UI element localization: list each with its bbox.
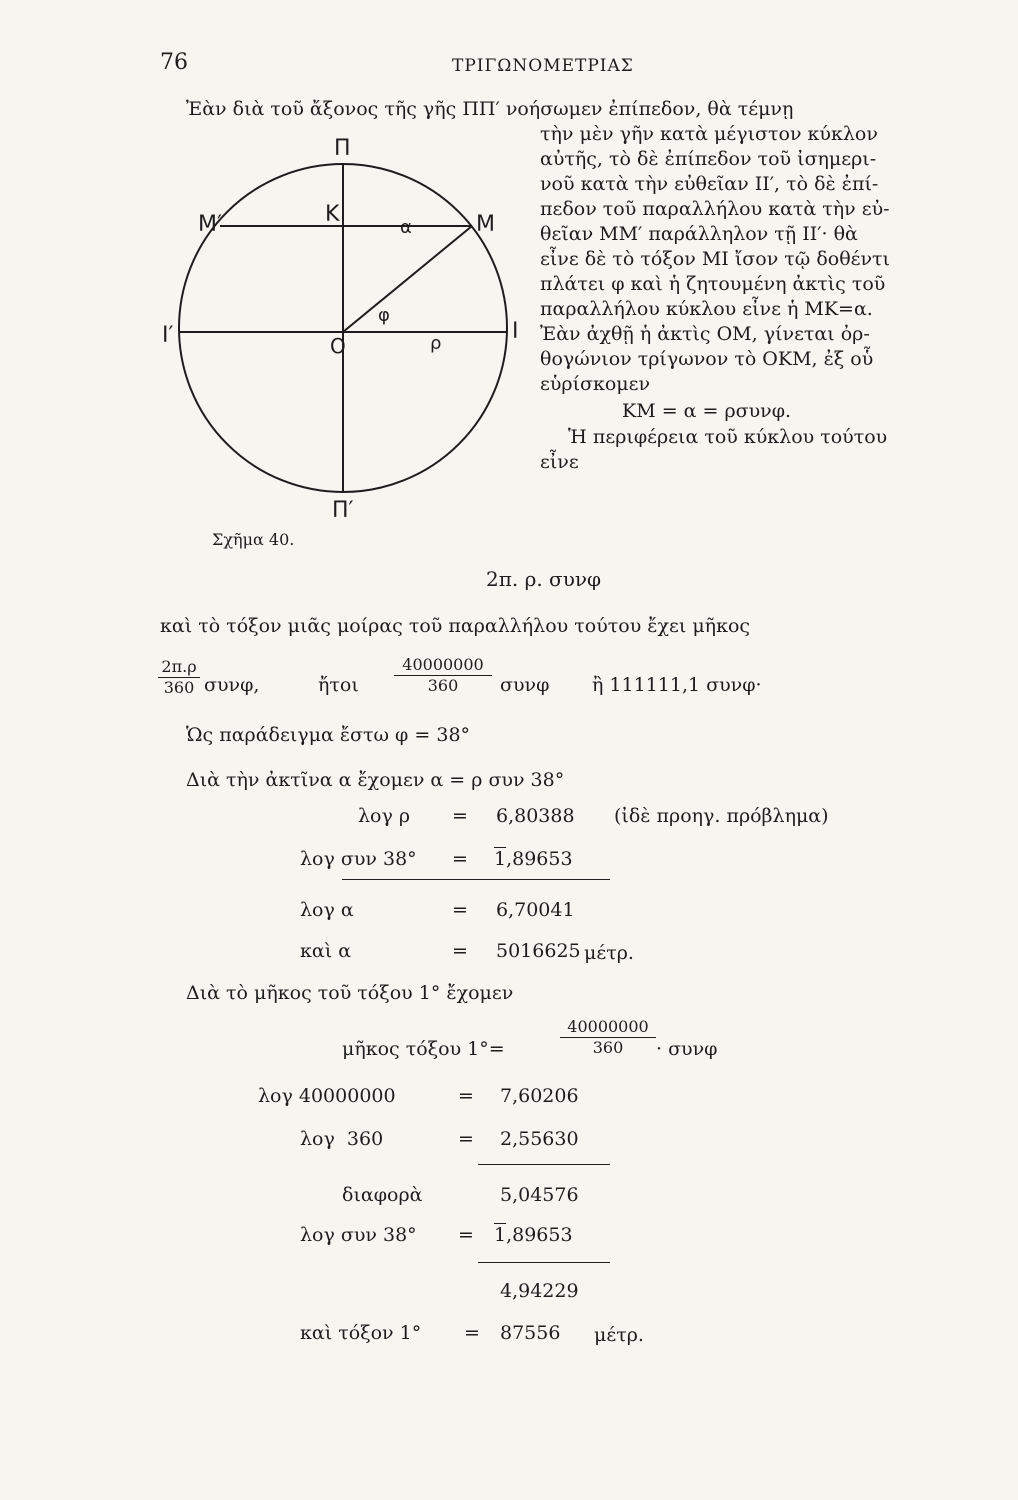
arc-intro: Διὰ τὸ μῆκος τοῦ τόξου 1° ἔχομεν xyxy=(186,982,514,1004)
fraction2-result: ἢ 111111,1 συνφ· xyxy=(592,674,762,696)
intro-line-10: Ἐὰν ἀχθῇ ἡ ἀκτὶς ΟΜ, γίνεται ὀρ- xyxy=(540,323,870,345)
calc1-label: λογ συν 38° xyxy=(300,848,417,870)
calc1-value xyxy=(494,846,573,872)
radius-om xyxy=(343,226,472,332)
label-m-prime: Μ′ xyxy=(198,212,222,237)
calc2-eq: = xyxy=(458,1128,474,1150)
fraction-denominator: 360 xyxy=(163,678,195,697)
running-title: ΤΡΙΓΩΝΟΜΕΤΡΙΑΣ xyxy=(452,56,634,76)
arc-sentence: καὶ τὸ τόξον μιᾶς μοίρας τοῦ παραλλήλου τούτου ἔχει μῆκος xyxy=(160,615,751,637)
calc2-value xyxy=(494,1222,573,1248)
intro-line-3: αὐτῆς, τὸ δὲ ἐπίπεδον τοῦ ἰσημερι- xyxy=(540,148,877,170)
calc2-label: λογ συν 38° xyxy=(300,1224,417,1246)
calc1-value: 6,80388 xyxy=(496,805,575,827)
intro-line-11: θογώνιον τρίγωνον τὸ ΟΚΜ, ἐξ οὗ xyxy=(540,348,874,370)
label-o: Ο xyxy=(330,334,346,358)
arc-formula-suffix: · συνφ xyxy=(656,1038,718,1060)
calc1-unit: μέτρ. xyxy=(584,942,634,964)
calc1-label: καὶ α xyxy=(300,940,352,962)
arc-formula-left: μῆκος τόξου 1°= xyxy=(342,1038,505,1060)
fraction-denominator: 360 xyxy=(592,1038,624,1057)
intro-line-2: τὴν μὲν γῆν κατὰ μέγιστον κύκλον xyxy=(540,123,878,145)
circumference-line-1: Ἡ περιφέρεια τοῦ κύκλου τούτου xyxy=(568,426,888,448)
page-number: 76 xyxy=(160,50,188,75)
sum-rule xyxy=(342,879,610,880)
fraction-2pi-rho xyxy=(158,658,200,697)
calc1-value: 6,70041 xyxy=(496,899,575,921)
radius-line: Διὰ τὴν ἀκτῖνα α ἔχομεν α = ρ συν 38° xyxy=(186,769,565,791)
calc2-label: λογ 40000000 xyxy=(258,1085,396,1107)
calc2-value: 2,55630 xyxy=(500,1128,579,1150)
label-p: Π xyxy=(334,136,351,161)
calc2-label: λογ 360 xyxy=(300,1128,384,1150)
fraction2-suffix: συνφ xyxy=(500,674,550,696)
circumference-line-2: εἶνε xyxy=(540,451,579,473)
intro-line-6: θεῖαν ΜΜ′ παράλληλον τῇ ΙΙ′· θὰ xyxy=(540,223,858,245)
calc1-label: λογ ρ xyxy=(358,805,411,827)
calc2-value: 4,94229 xyxy=(500,1280,579,1302)
label-i-prime: Ι′ xyxy=(162,323,174,348)
calc2-eq: = xyxy=(458,1085,474,1107)
fraction-40000000 xyxy=(394,656,492,695)
label-i: Ι xyxy=(512,319,519,344)
label-p-prime: Π′ xyxy=(332,498,354,523)
bar-characteristic: 1 xyxy=(494,848,507,870)
calc2-value: 7,60206 xyxy=(500,1085,579,1107)
fraction-denominator: 360 xyxy=(427,676,459,695)
fraction-numerator: 40000000 xyxy=(567,1017,649,1036)
calc1-eq: = xyxy=(452,848,468,870)
intro-line-1: Ἐὰν διὰ τοῦ ἄξονος τῆς γῆς ΠΠ′ νοήσωμεν ἐπίπεδον, θὰ τέμνῃ xyxy=(186,98,794,120)
label-k: Κ xyxy=(325,202,340,227)
calc1-value: 5016625 xyxy=(496,940,581,962)
circumference-formula: 2π. ρ. συνφ xyxy=(486,567,602,591)
mantissa: ,89653 xyxy=(506,848,573,870)
etoi-word: ἤτοι xyxy=(318,674,359,696)
bar-characteristic: 1 xyxy=(494,1224,507,1246)
intro-line-12: εὑρίσκομεν xyxy=(540,373,651,395)
calc2-value: 87556 xyxy=(500,1322,561,1344)
fraction-arc xyxy=(560,1018,656,1057)
calc1-eq: = xyxy=(452,940,468,962)
calc2-unit: μέτρ. xyxy=(594,1324,644,1346)
fraction1-suffix: συνφ, xyxy=(204,674,260,696)
calc1-eq: = xyxy=(452,805,468,827)
fraction-numerator: 2π.ρ xyxy=(161,657,197,676)
label-alpha: α xyxy=(400,217,412,238)
formula-km: ΚΜ = α = ρσυνφ. xyxy=(622,400,792,422)
intro-line-7: εἶνε δὲ τὸ τόξον ΜΙ ἴσον τῷ δοθέντι xyxy=(540,248,890,270)
figure-40 xyxy=(160,125,540,545)
calc1-eq: = xyxy=(452,899,468,921)
calc2-label: καὶ τόξον 1° xyxy=(300,1322,422,1344)
mantissa: ,89653 xyxy=(506,1224,573,1246)
intro-line-5: πεδον τοῦ παραλλήλου κατὰ τὴν εὐ- xyxy=(540,198,890,220)
label-phi: φ xyxy=(378,305,390,326)
intro-line-4: νοῦ κατὰ τὴν εὐθεῖαν ΙΙ′, τὸ δὲ ἐπί- xyxy=(540,173,879,195)
intro-line-8: πλάτει φ καὶ ἡ ζητουμένη ἀκτὶς τοῦ xyxy=(540,273,886,295)
calc2-label: διαφορὰ xyxy=(342,1184,423,1206)
calc2-eq: = xyxy=(464,1322,480,1344)
calc1-note: (ἰδὲ προηγ. πρόβλημα) xyxy=(614,805,829,827)
label-m: Μ xyxy=(476,212,495,237)
calc2-eq: = xyxy=(458,1224,474,1246)
fraction-numerator: 40000000 xyxy=(402,655,484,674)
calc2-value: 5,04576 xyxy=(500,1184,579,1206)
difference-rule xyxy=(478,1164,610,1165)
figure-caption: Σχῆμα 40. xyxy=(212,530,295,549)
intro-line-9: παραλλήλου κύκλου εἶνε ἡ ΜΚ=α. xyxy=(540,298,873,320)
sum-rule-2 xyxy=(478,1262,610,1263)
label-rho: ρ xyxy=(430,333,442,354)
example-line: Ὡς παράδειγμα ἔστω φ = 38° xyxy=(186,724,471,746)
calc1-label: λογ α xyxy=(300,899,354,921)
